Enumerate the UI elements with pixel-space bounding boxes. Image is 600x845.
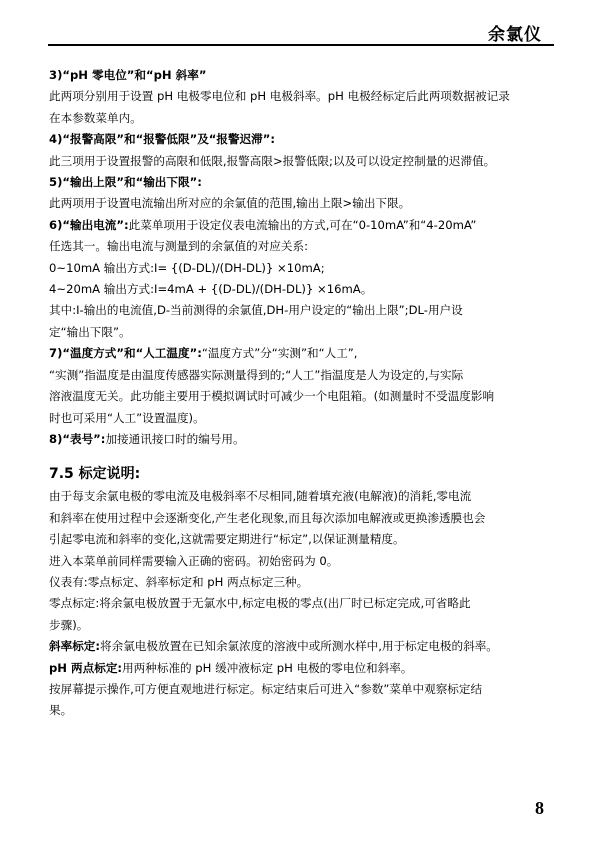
item-heading-line: [49, 215, 554, 236]
body-line: 在本参数菜单内。: [49, 110, 142, 125]
paragraph-line: 步骤)。: [49, 617, 89, 632]
body-line: 其中:I-输出的电流值,D-当前测得的余氯值,DH-用户设定的“输出上限”;DL-用户设: [49, 303, 463, 318]
body-line: 此三项用于设置报警的高限和低限,报警高限>报警低限;以及可以设定控制量的迟滞值。: [49, 153, 496, 168]
item-heading-text: “温度方式”分“实测”和“人工”,: [201, 346, 358, 361]
item-heading: 8)“表号”:: [49, 431, 106, 446]
header-title: 余氯仪: [488, 25, 542, 45]
formula-line: 0~10mA 输出方式:I= {(D-DL)/(DH-DL)} ×10mA;: [49, 260, 325, 275]
section-spacer: [49, 450, 554, 462]
ph-calibration-text: 用两种标准的 pH 缓冲液标定 pH 电极的零电位和斜率。: [122, 660, 413, 675]
item-heading: 7)“温度方式”和“人工温度”:: [49, 346, 202, 361]
item-heading-line: [49, 343, 554, 364]
item-heading: 6)“输出电流”:: [49, 217, 129, 232]
item-heading-text: 加接通讯接口时的编号用。: [105, 431, 245, 446]
page-number: 8: [535, 798, 544, 818]
paragraph-line: 进入本菜单前同样需要输入正确的密码。初始密码为 0。: [49, 553, 339, 568]
body-line: “实测”指温度是由温度传感器实际测量得到的;“人工”指温度是人为设定的,与实际: [49, 367, 464, 382]
item-heading: 4)“报警高限”和“报警低限”及“报警迟滞”:: [49, 132, 276, 147]
body-line: 定“输出下限”。: [49, 324, 131, 339]
item-heading-line: [49, 429, 554, 450]
paragraph-line: 引起零电流和斜率的变化,这就需要定期进行“标定”,以保证测量精度。: [49, 532, 405, 547]
body-line: 溶液温度无关。此功能主要用于模拟调试时可减少一个电阻箱。(如测量时不受温度影响: [49, 389, 495, 404]
paragraph-line: 果。: [49, 703, 73, 718]
paragraph-line: 由于每支余氯电极的零电流及电极斜率不尽相同,随着填充液(电解液)的消耗,零电流: [49, 489, 472, 504]
item-heading: 3)“pH 零电位”和“pH 斜率”: [49, 68, 207, 82]
ph-calibration-line: [49, 658, 554, 679]
item-heading-text: 此菜单项用于设定仪表电流输出的方式,可在“0-10mA”和“4-20mA”: [128, 217, 477, 232]
body-line: 任选其一。输出电流与测量到的余氯值的对应关系:: [49, 239, 308, 254]
ph-calibration-label: pH 两点标定:: [49, 660, 123, 675]
paragraph-line: 仪表有:零点标定、斜率标定和 pH 两点标定三种。: [49, 574, 309, 589]
paragraph-line: 零点标定:将余氯电极放置于无氯水中,标定电极的零点(出厂时已标定完成,可省略此: [49, 596, 471, 611]
section-title: 7.5 标定说明:: [49, 466, 141, 483]
body-line: 此两项用于设置电流输出所对应的余氯值的范围,输出上限>输出下限。: [49, 196, 411, 211]
slope-calibration-label: 斜率标定:: [49, 639, 101, 654]
body-line: 此两项分别用于设置 pH 电极零电位和 pH 电极斜率。pH 电极经标定后此两项数据被记录: [49, 89, 510, 104]
paragraph-line: 按屏幕提示操作,可方便直观地进行标定。标定结束后可进入“参数”菜单中观察标定结: [49, 681, 483, 696]
page-content: [49, 65, 554, 722]
item-heading: 5)“输出上限”和“输出下限”:: [49, 175, 202, 190]
paragraph-line: 和斜率在使用过程中会逐渐变化,产生老化现象,而且每次添加电解液或更换渗透膜也会: [49, 510, 486, 525]
header-divider: [48, 44, 554, 46]
slope-calibration-line: [49, 636, 554, 657]
formula-line: 4~20mA 输出方式:I=4mA + {(D-DL)/(DH-DL)} ×16mA。: [49, 282, 373, 297]
body-line: 时也可采用“人工”设置温度)。: [49, 410, 205, 425]
slope-calibration-text: 将余氯电极放置在已知余氯浓度的溶液中或所测水样中,用于标定电极的斜率。: [100, 639, 498, 654]
